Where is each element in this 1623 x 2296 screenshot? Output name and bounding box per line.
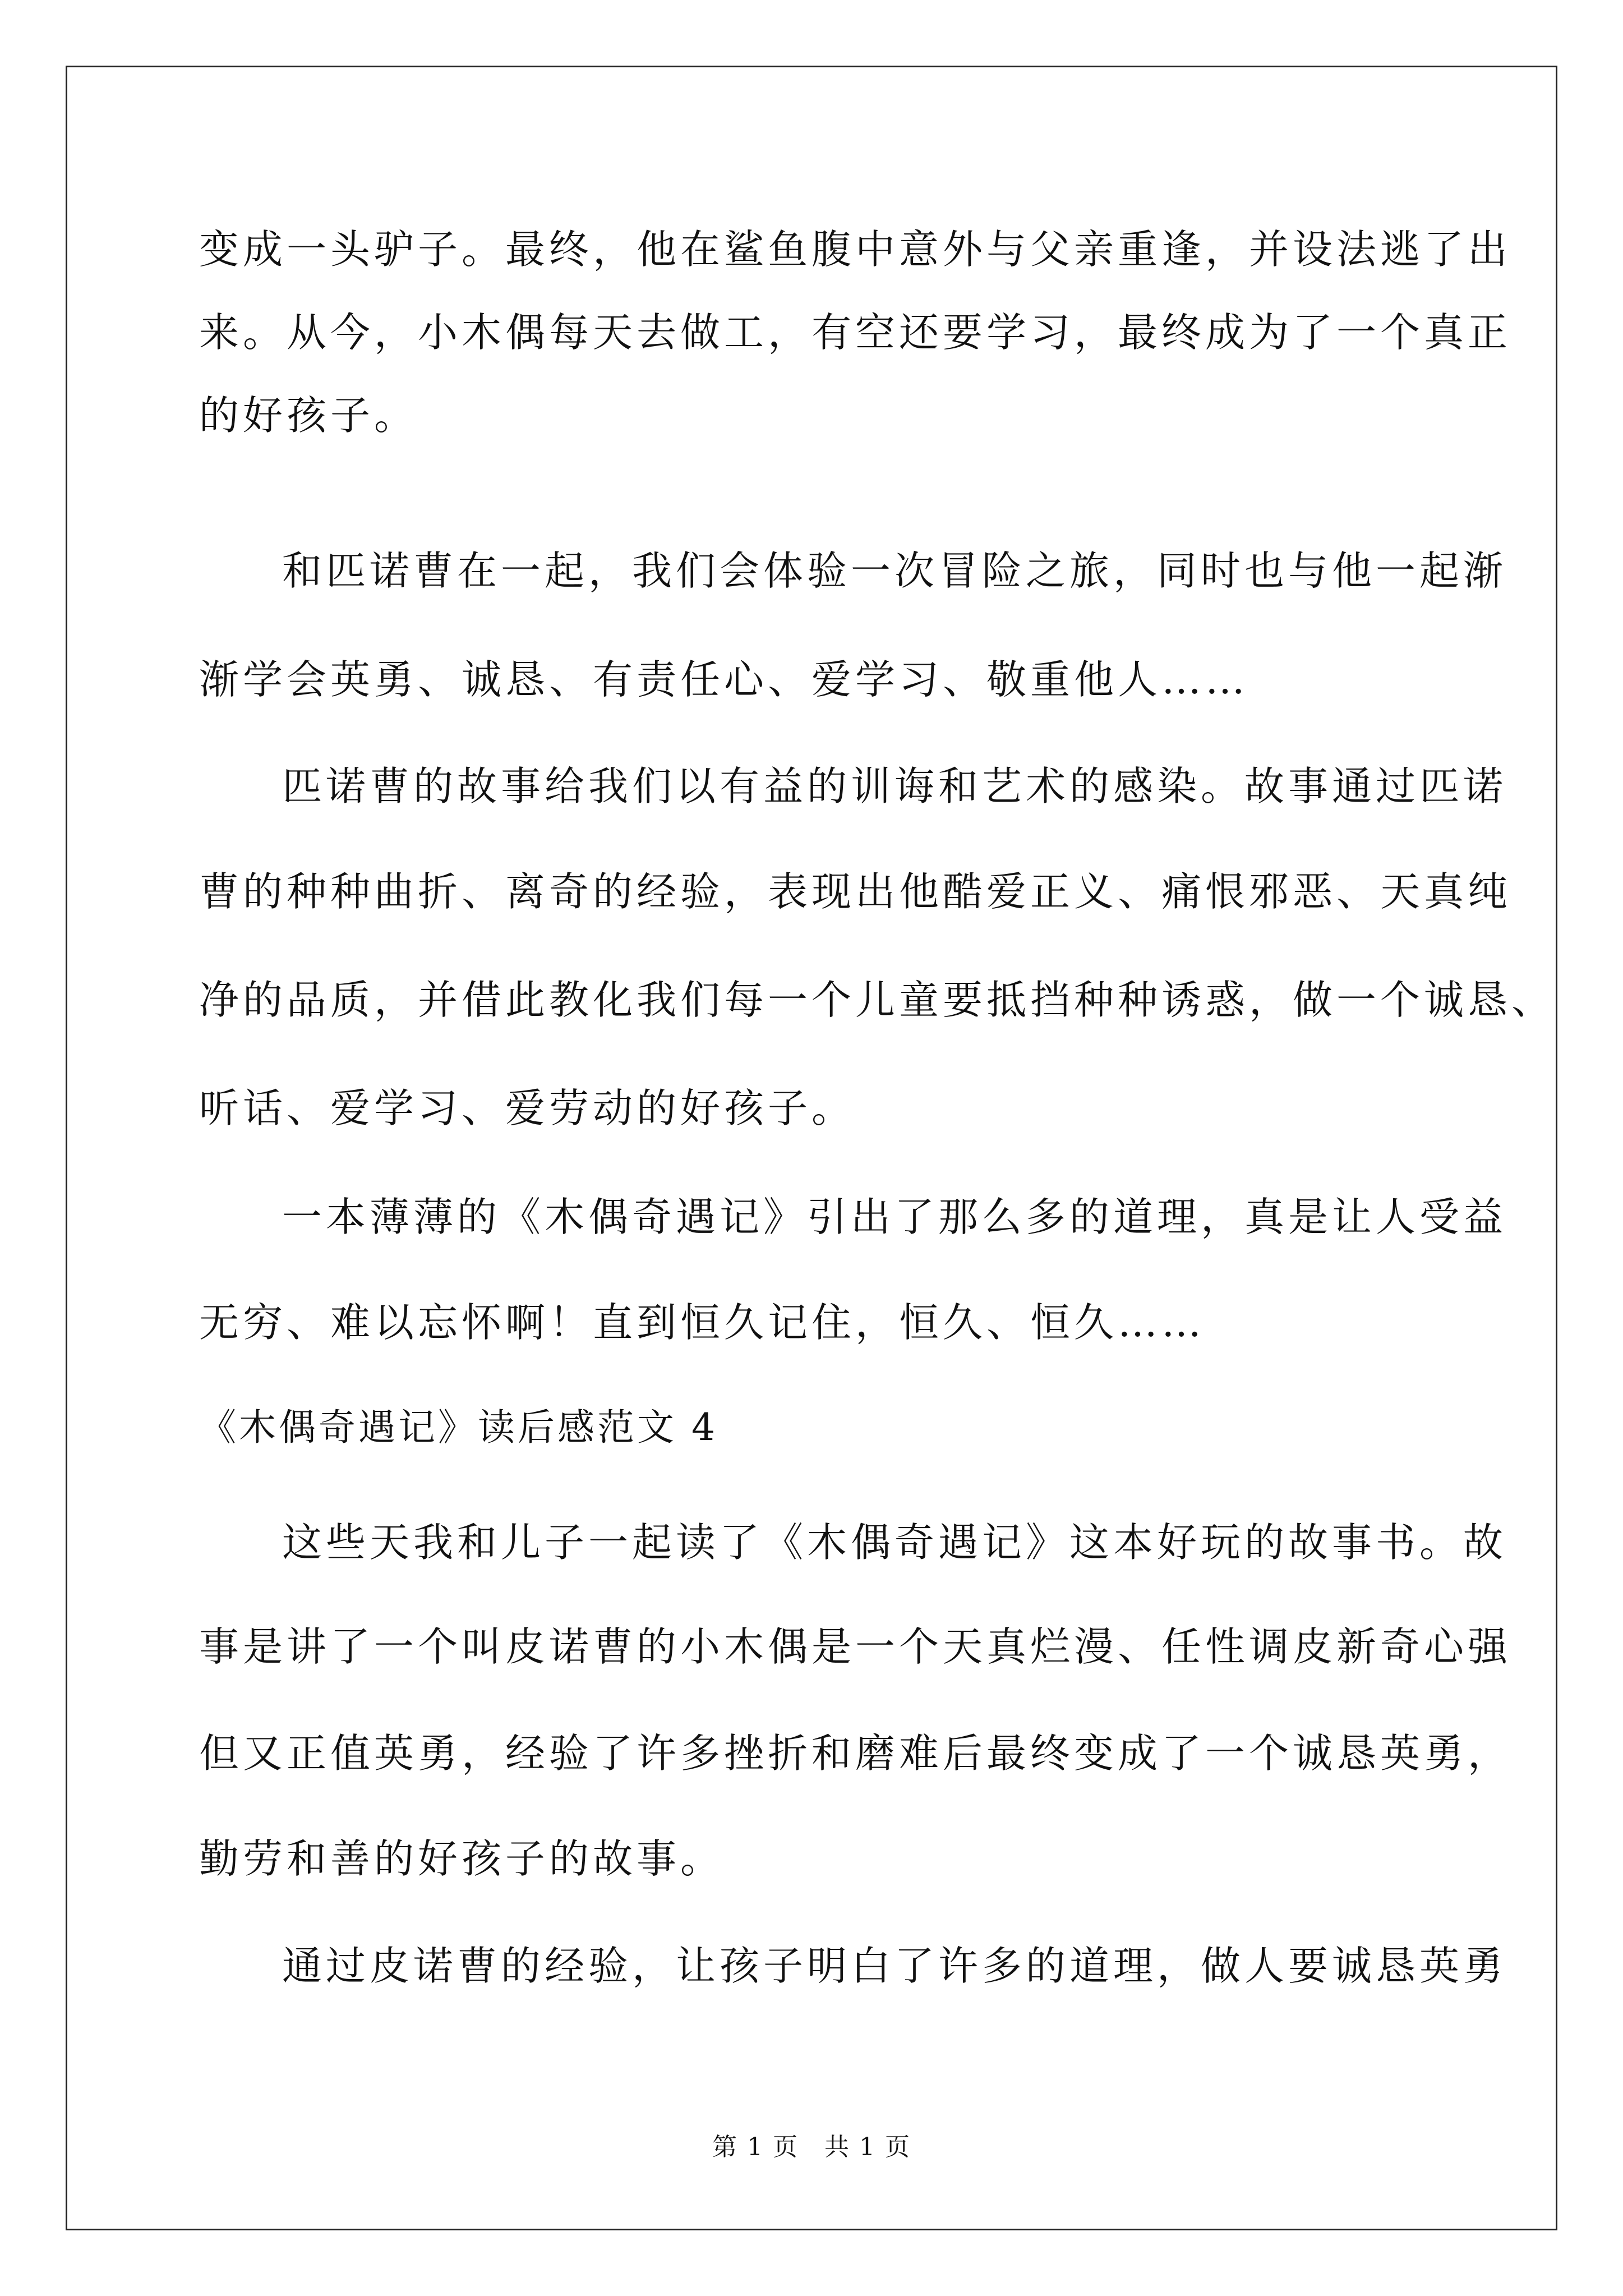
page-total: 共 1 页: [824, 2133, 911, 2161]
body-text-line: 无穷、难以忘怀啊！直到恒久记住，恒久、恒久……: [199, 1299, 1206, 1346]
body-text-line: 的好孩子。: [199, 392, 418, 439]
paragraph-first-line: 和匹诺曹在一起，我们会体验一次冒险之旅，同时也与他一起渐: [282, 547, 1507, 594]
paragraph-first-line: 匹诺曹的故事给我们以有益的训诲和艺术的感染。故事通过匹诺: [282, 763, 1507, 809]
paragraph-first-line: 这些天我和儿子一起读了《木偶奇遇记》这本好玩的故事书。故: [282, 1519, 1507, 1566]
page-number: 第 1 页: [712, 2133, 799, 2161]
body-text-line: 听话、爱学习、爱劳动的好孩子。: [199, 1085, 856, 1131]
section-heading: 《木偶奇遇记》读后感范文 4: [199, 1406, 718, 1449]
body-text-line: 来。从今，小木偶每天去做工，有空还要学习，最终成为了一个真正: [199, 309, 1512, 356]
body-text-line: 但又正值英勇，经验了许多挫折和磨难后最终变成了一个诚恳英勇，: [199, 1730, 1512, 1777]
body-text-line: 变成一头驴子。最终，他在鲨鱼腹中意外与父亲重逢，并设法逃了出: [199, 226, 1512, 273]
body-text-line: 曹的种种曲折、离奇的经验，表现出他酷爱正义、痛恨邪恶、天真纯: [199, 868, 1512, 915]
paragraph-first-line: 一本薄薄的《木偶奇遇记》引出了那么多的道理，真是让人受益: [282, 1194, 1507, 1240]
page-footer: [0, 2132, 1623, 2163]
paragraph-first-line: 通过皮诺曹的经验，让孩子明白了许多的道理，做人要诚恳英勇: [282, 1943, 1507, 1989]
body-text-line: 净的品质，并借此教化我们每一个儿童要抵挡种种诱惑，做一个诚恳、: [199, 977, 1556, 1023]
body-text-line: 勤劳和善的好孩子的故事。: [199, 1835, 725, 1882]
body-text-line: 渐学会英勇、诚恳、有责任心、爱学习、敬重他人……: [199, 656, 1249, 703]
body-text-line: 事是讲了一个叫皮诺曹的小木偶是一个天真烂漫、任性调皮新奇心强: [199, 1623, 1512, 1670]
